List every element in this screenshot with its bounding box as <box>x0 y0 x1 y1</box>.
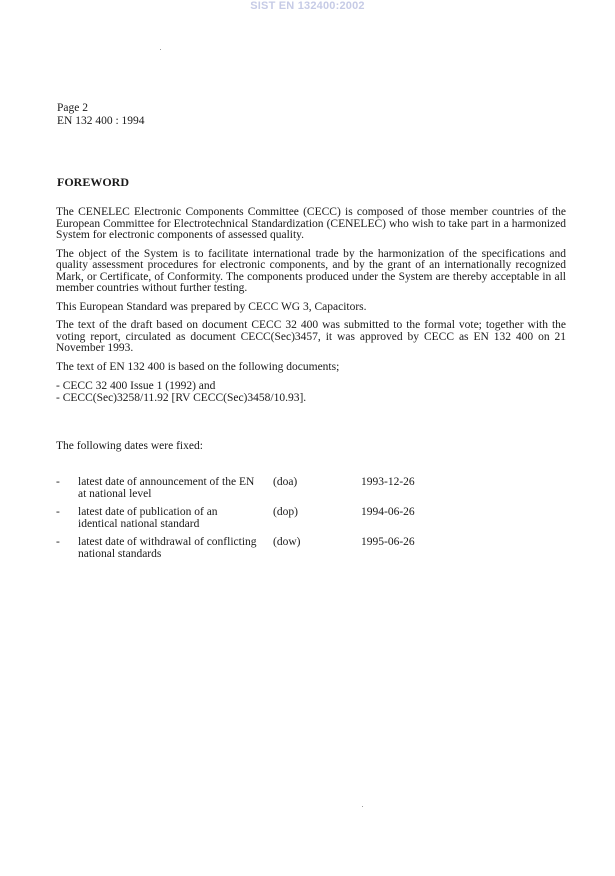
date-row <box>56 506 476 536</box>
document-list <box>56 380 566 404</box>
page-number: Page 2 <box>57 102 88 114</box>
list-bullet: - <box>56 506 60 518</box>
page-header <box>57 102 145 128</box>
watermark: SIST EN 132400:2002 <box>250 0 365 12</box>
date-value: 1995-06-26 <box>361 536 415 548</box>
list-bullet: - <box>56 536 60 548</box>
section-title: FOREWORD <box>57 175 129 189</box>
date-value: 1993-12-26 <box>361 476 415 488</box>
date-description: latest date of publication of an identical national standard <box>78 506 218 530</box>
document-list-item: - CECC(Sec)3258/11.92 [RV CECC(Sec)3458/10.93]. <box>56 392 307 404</box>
paragraph: The CENELEC Electronic Components Committee (CECC) is composed of those member countries of the European Committee for Electrotechnical Standardization (CENELEC) who wish to take part in a harmonized System for electronic components of assessed quality. <box>56 206 566 241</box>
paragraph: The object of the System is to facilitate international trade by the harmonization of the specifications and quality assessment procedures for electronic components, and by the grant of an internationally recognized Mark, or Certificate, of Conformity. The components produced under the System are thereby acceptable in all member countries without further testing. <box>56 247 566 294</box>
scan-speck <box>362 806 363 807</box>
date-row <box>56 536 476 566</box>
dates-intro: The following dates were fixed: <box>56 440 203 452</box>
date-abbreviation: (dow) <box>273 536 301 548</box>
date-description: latest date of withdrawal of conflicting national standards <box>78 536 257 560</box>
date-description: latest date of announcement of the EN at national level <box>78 476 255 500</box>
paragraph: The text of the draft based on document CECC 32 400 was submitted to the formal vote; together with the voting report, circulated as document CECC(Sec)3457, it was approved by CECC as EN 132 400 on 21 November 1993. <box>56 319 566 354</box>
foreword-body <box>56 207 566 404</box>
date-value: 1994-06-26 <box>361 506 415 518</box>
date-abbreviation: (dop) <box>273 506 298 518</box>
scan-speck <box>160 49 161 50</box>
paragraph: The text of EN 132 400 is based on the following documents; <box>56 360 340 373</box>
paragraph: This European Standard was prepared by CECC WG 3, Capacitors. <box>56 300 367 313</box>
date-abbreviation: (doa) <box>273 476 298 488</box>
document-reference: EN 132 400 : 1994 <box>57 115 145 127</box>
list-bullet: - <box>56 476 60 488</box>
dates-list <box>56 476 476 566</box>
date-row <box>56 476 476 506</box>
document-list-item: - CECC 32 400 Issue 1 (1992) and <box>56 380 216 392</box>
